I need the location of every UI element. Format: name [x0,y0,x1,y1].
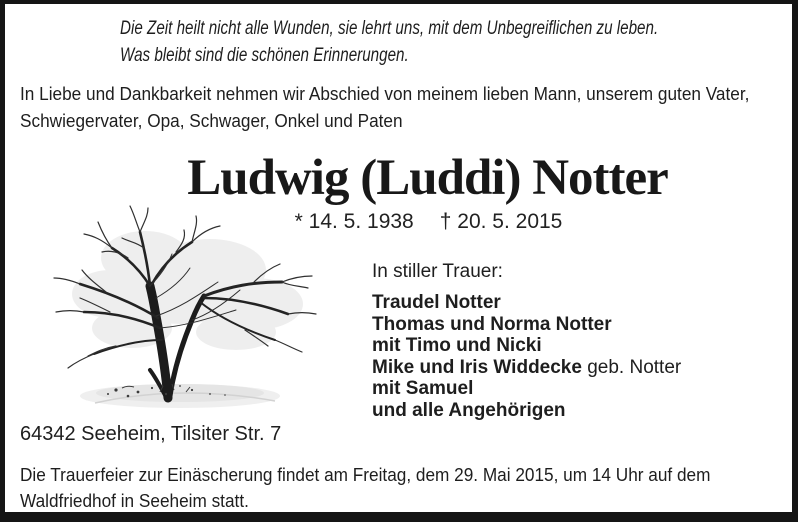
funeral-line-1: Die Trauerfeier zur Einäscherung findet am Freitag, dem 29. Mai 2015, um 14 Uhr auf dem [20,464,711,485]
mourner-name: mit Timo und Nicki [372,335,542,356]
mourner-name: Thomas und Norma Notter [372,313,612,335]
winter-tree-image [40,198,330,413]
mourner-line [372,314,681,336]
intro-line-1: In Liebe und Dankbarkeit nehmen wir Abschied von meinem lieben Mann, unserem guten Vater, [20,83,750,104]
mourner-name: mit Samuel [372,378,474,399]
epigraph [120,15,658,69]
mourner-line [372,400,681,422]
death-date: † 20. 5. 2015 [439,210,563,233]
mourner-line [372,378,681,400]
birth-date: * 14. 5. 1938 [294,210,414,233]
mourner-suffix: geb. Notter [581,356,682,378]
mourning-label: In stiller Trauer: [372,261,503,282]
mourner-line [372,335,681,357]
funeral-info [20,462,710,514]
intro-line-2: Schwiegervater, Opa, Schwager, Onkel und Paten [20,110,403,131]
epigraph-line-1: Die Zeit heilt nicht alle Wunden, sie lehrt uns, mit dem Unbegreiflichen zu leben. [120,18,659,39]
mourner-name: Traudel Notter [372,292,501,313]
deceased-name: Ludwig (Luddi) Notter [187,150,668,206]
mourner-name: Mike und Iris Widdecke [372,356,582,378]
funeral-line-2: Waldfriedhof in Seeheim statt. [20,490,249,511]
mourner-line [372,357,681,379]
mourners-list [372,292,681,421]
epigraph-line-2: Was bleibt sind die schönen Erinnerungen. [120,45,409,66]
mourning-section [372,261,681,421]
mourner-name: und alle Angehörigen [372,399,566,421]
intro-paragraph [20,80,749,134]
mourner-line [372,292,681,314]
address-line: 64342 Seeheim, Tilsiter Str. 7 [20,423,282,445]
